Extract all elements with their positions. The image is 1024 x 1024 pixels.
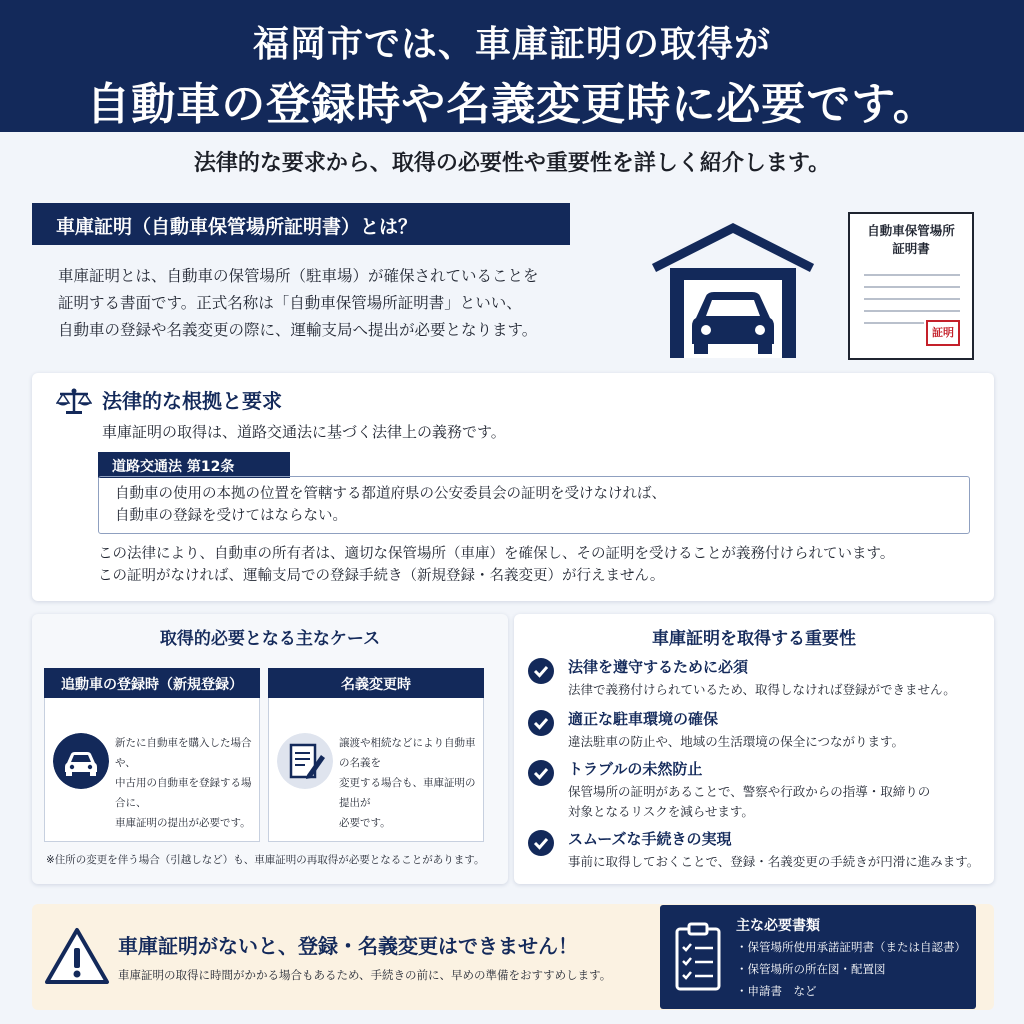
- importance-desc: [568, 732, 988, 752]
- intro-line: 証明する書面です。正式名称は「自動車保管場所証明書」といい、: [58, 294, 522, 312]
- required-document-item: ・保管場所使用承諾証明書（または自認書）: [736, 940, 966, 954]
- intro-line: 車庫証明とは、自動車の保管場所（駐車場）が確保されていることを: [58, 267, 539, 285]
- case-text-line: 中古用の自動車を登録する場合に、: [115, 777, 252, 809]
- certificate-line: [864, 298, 960, 300]
- article-tag: 道路交通法 第12条: [98, 452, 290, 478]
- importance-heading: トラブルの未然防止: [568, 760, 703, 778]
- legal-basis-desc: 車庫証明の取得は、道路交通法に基づく法律上の義務です。: [102, 423, 506, 441]
- header-title-line2: 自動車の登録時や名義変更時に必要です。: [86, 79, 938, 130]
- legal-basis-title: 法律的な根拠と要求: [102, 389, 282, 413]
- article-line: 自動車の登録を受けてはならない。: [115, 508, 347, 524]
- case-text-line: 譲渡や相続などにより自動車の名義を: [339, 737, 476, 769]
- scale-of-justice-icon: [56, 387, 92, 415]
- page-subtitle: 法律的な要求から、取得の必要性や重要性を詳しく紹介します。: [193, 151, 831, 176]
- importance-desc-line: 違法駐車の防止や、地域の生活環境の保全につながります。: [568, 734, 905, 749]
- certificate-stamp: 証明: [926, 320, 960, 346]
- case-text-line: 車庫証明の提出が必要です。: [115, 817, 251, 829]
- case-text-line: 新たに自動車を購入した場合や、: [115, 737, 252, 769]
- certificate-title-line1: 自動車保管場所: [867, 223, 955, 238]
- intro-text: [58, 263, 638, 344]
- required-document-item: ・保管場所の所在図・配置図: [736, 962, 886, 976]
- legal-note: [98, 543, 894, 587]
- certificate-line: [864, 274, 960, 276]
- importance-title: 車庫証明を取得する重要性: [652, 629, 856, 649]
- required-documents-heading: 主な必要書類: [736, 918, 820, 934]
- importance-card: [514, 614, 994, 884]
- check-circle-icon: [528, 830, 554, 856]
- importance-desc-line: 事前に取得しておくことで、登録・名義変更の手続きが円滑に進みます。: [568, 854, 980, 869]
- certificate-title-line2: 証明書: [892, 241, 930, 256]
- certificate-title: [850, 222, 972, 258]
- legal-basis-card: [32, 373, 994, 601]
- importance-heading: スムーズな手続きの実現: [568, 830, 732, 848]
- case-name-change: [268, 668, 484, 842]
- case-header: 追動車の登録時（新規登録）: [44, 668, 260, 698]
- certificate-illustration: [848, 212, 974, 360]
- warning-desc: 車庫証明の取得に時間がかかる場合もあるため、手続きの前に、早めの準備をおすすめします。: [118, 968, 612, 982]
- importance-desc: [568, 782, 988, 822]
- warning-heading: 車庫証明がないと、登録・名義変更はできません！: [118, 934, 578, 958]
- check-circle-icon: [528, 658, 554, 684]
- importance-desc: [568, 852, 988, 872]
- main-cases-title: 取得的必要となる主なケース: [159, 629, 381, 649]
- importance-heading: 法律を遵守するために必須: [568, 658, 749, 676]
- importance-desc-line: 保管場所の証明があることで、警察や行政からの指導・取締りの: [568, 784, 931, 799]
- document-pen-icon: [277, 733, 333, 789]
- certificate-line: [864, 310, 960, 312]
- legal-note-line: この法律により、自動車の所有者は、適切な保管場所（車庫）を確保し、その証明を受けることが義務付けられています。: [98, 546, 895, 562]
- intro-line: 自動車の登録や名義変更の際に、運輸支局へ提出が必要となります。: [58, 321, 538, 339]
- importance-desc: [568, 680, 988, 700]
- warning-triangle-icon: [44, 926, 110, 986]
- case-new-registration: [44, 668, 260, 842]
- car-icon: [53, 733, 109, 789]
- required-documents-panel: [660, 905, 976, 1009]
- importance-desc-line: 法律で義務付けられているため、取得しなければ登録ができません。: [568, 682, 956, 697]
- certificate-line: [864, 322, 924, 324]
- importance-desc-line: 対象となるリスクを減らせます。: [568, 804, 754, 819]
- legal-note-line: この証明がなければ、運輸支局での登録手続き（新規登録・名義変更）が行えません。: [98, 568, 665, 584]
- case-header: 名義変更時: [268, 668, 484, 698]
- importance-heading: 適正な駐車環境の確保: [568, 710, 719, 728]
- case-text-line: 必要です。: [339, 817, 391, 829]
- case-text: [339, 733, 479, 833]
- case-text: [115, 733, 255, 833]
- case-text-line: 変更する場合も、車庫証明の提出が: [339, 777, 476, 809]
- article-line: 自動車の使用の本拠の位置を管轄する都道府県の公安委員会の証明を受けなければ、: [115, 486, 666, 502]
- required-document-item: ・申請書 など: [736, 984, 817, 998]
- header-banner: [0, 0, 1024, 132]
- clipboard-checklist-icon: [674, 921, 722, 993]
- header-title-line1: 福岡市では、車庫証明の取得が: [252, 24, 771, 65]
- article-text-box: [98, 476, 970, 534]
- check-circle-icon: [528, 710, 554, 736]
- check-circle-icon: [528, 760, 554, 786]
- garage-car-icon: [648, 220, 818, 360]
- cases-footnote: ※住所の変更を伴う場合（引越しなど）も、車庫証明の再取得が必要となることがあります。: [46, 854, 485, 866]
- main-cases-card: [32, 614, 508, 884]
- certificate-line: [864, 286, 960, 288]
- intro-heading: 車庫証明（自動車保管場所証明書）とは？: [32, 203, 570, 245]
